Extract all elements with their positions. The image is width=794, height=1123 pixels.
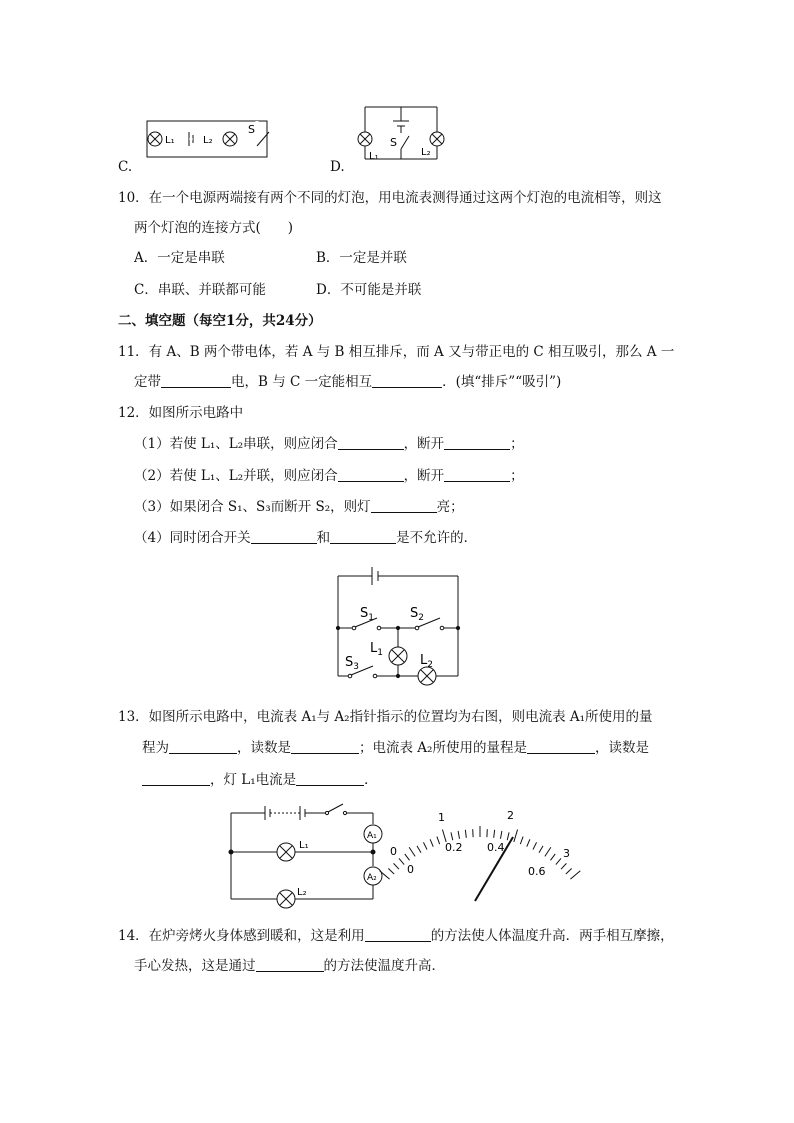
blank[interactable] xyxy=(371,498,437,513)
dial-tick xyxy=(494,830,495,838)
blank[interactable] xyxy=(365,927,431,942)
circuit-diagram-c xyxy=(145,118,275,163)
svg-text:S2: $S_2$ xyxy=(410,606,424,623)
dial-tick xyxy=(417,846,421,853)
circuit-diagram-d xyxy=(355,103,455,165)
lamp-l1-label: L₁ xyxy=(299,840,309,851)
option-d-label: D. xyxy=(330,159,345,175)
lower-scale-0-4: 0.4 xyxy=(487,841,505,854)
blank[interactable] xyxy=(527,739,595,754)
lower-scale-0: 0 xyxy=(407,863,414,876)
upper-scale-2: 2 xyxy=(507,809,514,822)
q12-sub3: （3）如果闭合 S₁、S₃而断开 S₂，则灯 亮； xyxy=(134,499,464,515)
q10-option-a: A．一定是串联 xyxy=(134,250,225,266)
blank[interactable] xyxy=(161,373,231,388)
dial-tick xyxy=(561,863,566,869)
blank[interactable] xyxy=(338,467,404,482)
upper-scale-0: 0 xyxy=(390,845,397,858)
dial-tick xyxy=(451,832,453,840)
section-title: 二、填空题（每空1分，共24分） xyxy=(118,313,322,329)
ammeter-a1-label: A₁ xyxy=(367,831,377,841)
lower-scale-0-6: 0.6 xyxy=(528,865,546,878)
q12-sub4: （4）同时闭合开关 和 是不允许的． xyxy=(134,530,478,546)
ammeter-a2-label: A₂ xyxy=(367,873,377,883)
blank[interactable] xyxy=(338,435,404,450)
dial-tick xyxy=(520,837,523,845)
dial-tick xyxy=(409,847,415,856)
d-s-label: S xyxy=(390,136,397,149)
dial-tick xyxy=(405,854,410,860)
q14-line2: 手心发热，这是通过 的方法使温度升高． xyxy=(134,958,445,974)
q12-stem: 12．如图所示电路中 xyxy=(118,405,244,421)
dial-tick xyxy=(566,869,572,874)
ammeter-dial xyxy=(385,805,575,905)
dial-tick xyxy=(539,846,543,853)
dial-tick xyxy=(500,831,501,839)
dial-tick xyxy=(533,842,537,849)
blank[interactable] xyxy=(296,771,364,786)
blank[interactable] xyxy=(256,957,324,972)
q13-circuit-diagram xyxy=(225,803,395,913)
dial-tick xyxy=(465,830,466,838)
q10-option-b: B．一定是并联 xyxy=(316,250,407,266)
dial-tick xyxy=(545,847,551,856)
dial-tick xyxy=(556,858,561,864)
q12-sub2: （2）若使 L₁、L₂并联，则应闭合 ，断开 ； xyxy=(134,468,524,484)
q12-sub1: （1）若使 L₁、L₂串联，则应闭合 ，断开 ； xyxy=(134,436,524,452)
c-s-label: S xyxy=(248,123,255,136)
dial-tick xyxy=(550,854,555,860)
blank[interactable] xyxy=(291,739,359,754)
svg-text:S1: $S_1$ xyxy=(360,606,374,623)
dial-tick xyxy=(507,832,509,840)
svg-text:L2: $L_2$ xyxy=(420,653,433,670)
dial-tick xyxy=(423,842,427,849)
q13-line3: ，灯 L₁电流是 ． xyxy=(142,770,378,790)
svg-text:L1: $L_1$ xyxy=(370,641,383,658)
lower-scale-0-2: 0.2 xyxy=(445,841,463,854)
dial-tick xyxy=(458,831,459,839)
q10-line1: 10．在一个电源两端接有两个不同的灯泡，用电流表测得通过这两个灯泡的电流相等，则这 xyxy=(118,190,662,206)
q14-line1: 14．在炉旁烤火身体感到暖和，这是利用 的方法使人体温度升高．两手相互摩擦， xyxy=(118,928,674,944)
q11-line2: 定带 电，B 与 C 一定能相互 ．(填“排斥”“吸引”) xyxy=(134,374,562,390)
c-l2-label: L₂ xyxy=(203,135,213,146)
upper-scale-1: 1 xyxy=(438,811,445,824)
lamp-l2-label: L₂ xyxy=(297,887,307,898)
upper-scale-3: 3 xyxy=(563,847,570,860)
blank[interactable] xyxy=(251,529,317,544)
dial-tick xyxy=(399,858,404,864)
d-l2-label: L₂ xyxy=(421,147,431,158)
q13-line1: 13．如图所示电路中，电流表 A₁与 A₂指针指示的位置均为右图，则电流表 A₁所使用的量 xyxy=(118,709,653,725)
dial-tick xyxy=(388,869,394,874)
dial-tick xyxy=(570,871,580,879)
q13-line2: 程为 ，读数是 ；电流表 A₂所使用的量程是 ，读数是 xyxy=(142,740,649,756)
blank[interactable] xyxy=(372,373,442,388)
dial-tick xyxy=(394,863,399,869)
dial-tick xyxy=(514,830,518,842)
q10-option-c: C．串联、并联都可能 xyxy=(134,282,266,298)
blank[interactable] xyxy=(444,435,510,450)
blank[interactable] xyxy=(169,739,237,754)
q11-line1: 11．有 A、B 两个带电体，若 A 与 B 相互排斥，而 A 又与带正电的 C 相互吸引，那么 A 一 xyxy=(118,344,675,360)
dial-tick xyxy=(527,839,530,846)
q10-line2: 两个灯泡的连接方式( ) xyxy=(134,220,294,236)
dial-tick xyxy=(437,837,440,845)
option-c-label: C. xyxy=(118,159,133,175)
blank[interactable] xyxy=(142,771,210,786)
c-l1-label: L₁ xyxy=(165,135,175,146)
blank[interactable] xyxy=(444,467,510,482)
dial-tick xyxy=(430,839,433,846)
d-l1-label: L₁ xyxy=(369,151,379,162)
blank[interactable] xyxy=(330,529,396,544)
svg-text:S3: $S_3$ xyxy=(345,655,359,672)
q12-circuit-diagram xyxy=(330,562,470,687)
q10-option-d: D．不可能是并联 xyxy=(316,282,422,298)
